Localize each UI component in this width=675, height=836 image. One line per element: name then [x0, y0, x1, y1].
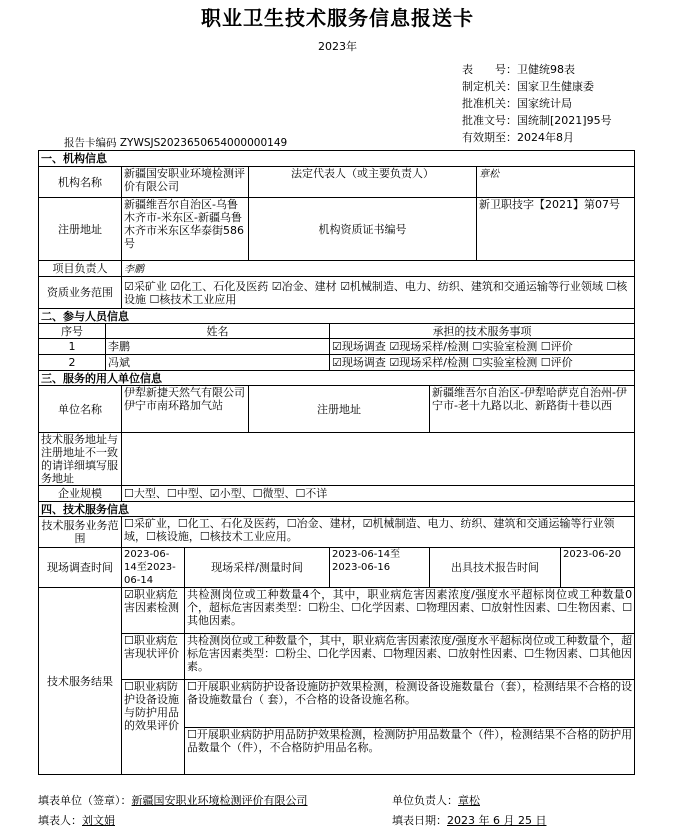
footer-row-2: [38, 812, 115, 828]
footer-row-1: [38, 792, 308, 808]
service-scope-label: 技术服务业务范围: [39, 517, 122, 548]
fill-date-value: 2023 年 6 月 25 日: [447, 814, 547, 827]
section-org-info-header: 一、机构信息: [39, 151, 635, 167]
filler-value: 刘文娟: [82, 814, 115, 827]
meta-issuing-authority: 制定机关：国家卫生健康委: [462, 80, 594, 93]
employer-address-label: 注册地址: [249, 386, 430, 433]
employer-address-value: 新疆维吾尔自治区-伊犁哈萨克自治州-伊宁市-老十九路以北、新路街十巷以西: [430, 386, 635, 433]
legal-rep-value: [477, 167, 635, 198]
org-address-label: 注册地址: [39, 198, 122, 261]
meta-approval-number: 批准文号：国统制[2021]95号: [462, 114, 612, 127]
form-meta: [462, 61, 612, 146]
service-address-value: [122, 433, 635, 486]
fill-date-label: 填表日期：: [392, 814, 447, 827]
org-name-value: 新疆国安职业环境检测评价有限公司: [122, 167, 249, 198]
org-address-value: 新疆维吾尔自治区-乌鲁木齐市-米东区-新疆乌鲁木齐市米东区华泰街586号: [122, 198, 249, 261]
meta-valid-until: 有效期至：2024年8月: [462, 131, 574, 144]
cert-number-label: 机构资质证书编号: [249, 198, 477, 261]
result-protection-gear-value: ☐开展职业病防护用品防护效果检测，检测防护用品数量个（件），检测结果不合格的防护用品数量个（件），不合格防护用品名称。: [185, 728, 635, 775]
fill-unit-label: 填表单位（签章）：: [38, 794, 132, 807]
legal-rep-signature: 章松: [479, 169, 499, 180]
person-name: 李鹏: [106, 339, 330, 355]
meta-approving-authority: 批准机关：国家统计局: [462, 97, 572, 110]
service-scope-value: ☐采矿业，☐化工、石化及医药，☐冶金、建材，☑机械制造、电力、纺织、建筑和交通运输等行业领域，☐核设施，☐核技术工业应用。: [122, 517, 635, 548]
sampling-time-label: 现场采样/测量时间: [185, 548, 330, 588]
col-task-header: 承担的技术服务事项: [330, 324, 635, 339]
project-manager-label: 项目负责人: [39, 261, 122, 277]
cert-number-value: 新卫职技字【2021】第07号: [477, 198, 635, 261]
enterprise-size-label: 企业规模: [39, 486, 122, 502]
person-seq: 1: [39, 339, 106, 355]
report-time-value: 2023-06-20: [561, 548, 635, 588]
survey-time-value: 2023-06-14至2023-06-14: [122, 548, 185, 588]
employer-name-label: 单位名称: [39, 386, 122, 433]
col-name-header: 姓名: [106, 324, 330, 339]
qualification-scope-value: ☑采矿业 ☑化工、石化及医药 ☑冶金、建材 ☑机械制造、电力、纺织、建筑和交通运输等行业领域 ☐核设施 ☐核技术工业应用: [122, 277, 635, 309]
person-seq: 2: [39, 355, 106, 371]
survey-time-label: 现场调查时间: [39, 548, 122, 588]
project-manager-value: [122, 261, 635, 277]
employer-name-value: 伊犁新捷天然气有限公司伊宁市南环路加气站: [122, 386, 249, 433]
project-manager-signature: 李鹏: [124, 263, 144, 275]
person-task: ☑现场调查 ☑现场采样/检测 ☐实验室检测 ☐评价: [330, 339, 635, 355]
section-personnel-header: 二、参与人员信息: [39, 309, 635, 324]
legal-rep-label: 法定代表人（或主要负责人）: [249, 167, 477, 198]
result-evaluation-label: ☐职业病危害现状评价: [122, 634, 185, 680]
service-address-label: 技术服务地址与注册地址不一致的请详细填写服务地址: [39, 433, 122, 486]
person-name: 冯斌: [106, 355, 330, 371]
unit-head: [392, 792, 480, 808]
result-detection-label: ☑职业病危害因素检测: [122, 588, 185, 634]
form-title: 职业卫生技术服务信息报送卡: [201, 6, 474, 30]
table-row: [39, 339, 635, 355]
enterprise-size-value: ☐大型、☐中型、☑小型、☐微型、☐不详: [122, 486, 635, 502]
sampling-time-value: 2023-06-14至2023-06-16: [330, 548, 430, 588]
filler-label: 填表人：: [38, 814, 82, 827]
report-card-code: 报告卡编码 ZYWSJS2023650654000000149: [64, 137, 288, 149]
person-task: ☑现场调查 ☑现场采样/检测 ☐实验室检测 ☐评价: [330, 355, 635, 371]
result-evaluation-value: 共检测岗位或工种数量个，其中，职业病危害因素浓度/强度水平超标岗位或工种数量个，超标危害因素类型：☐粉尘、☐化学因素、☐物理因素、☐放射性因素、☐生物因素、☐其他因素。: [185, 634, 635, 680]
result-protection-label: ☐职业病防护设备设施与防护用品的效果评价: [122, 680, 185, 775]
unit-head-value: 章松: [458, 794, 480, 807]
meta-form-number: 表 号：卫健统98表: [462, 63, 575, 76]
org-name-label: 机构名称: [39, 167, 122, 198]
section-service-header: 四、技术服务信息: [39, 502, 635, 517]
report-form-table: [38, 150, 635, 775]
fill-unit-value: 新疆国安职业环境检测评价有限公司: [131, 794, 308, 807]
result-protection-equipment-value: ☐开展职业病防护设备设施防护效果检测，检测设备设施数量台（套），检测结果不合格的设备设施数量台（ 套），不合格的设备设施名称。: [185, 680, 635, 728]
table-row: [39, 355, 635, 371]
result-detection-value: 共检测岗位或工种数量4个，其中，职业病危害因素浓度/强度水平超标岗位或工种数量0个，超标危害因素类型：☐粉尘、☐化学因素、☐物理因素、☐放射性因素、☐生物因素、☐其他因素。: [185, 588, 635, 634]
unit-head-label: 单位负责人：: [392, 794, 458, 807]
col-seq-header: 序号: [39, 324, 106, 339]
report-year: 2023年: [318, 40, 357, 53]
report-time-label: 出具技术报告时间: [430, 548, 561, 588]
section-employer-header: 三、服务的用人单位信息: [39, 371, 635, 386]
service-result-label: 技术服务结果: [39, 588, 122, 775]
qualification-scope-label: 资质业务范围: [39, 277, 122, 309]
fill-date: [392, 812, 546, 828]
